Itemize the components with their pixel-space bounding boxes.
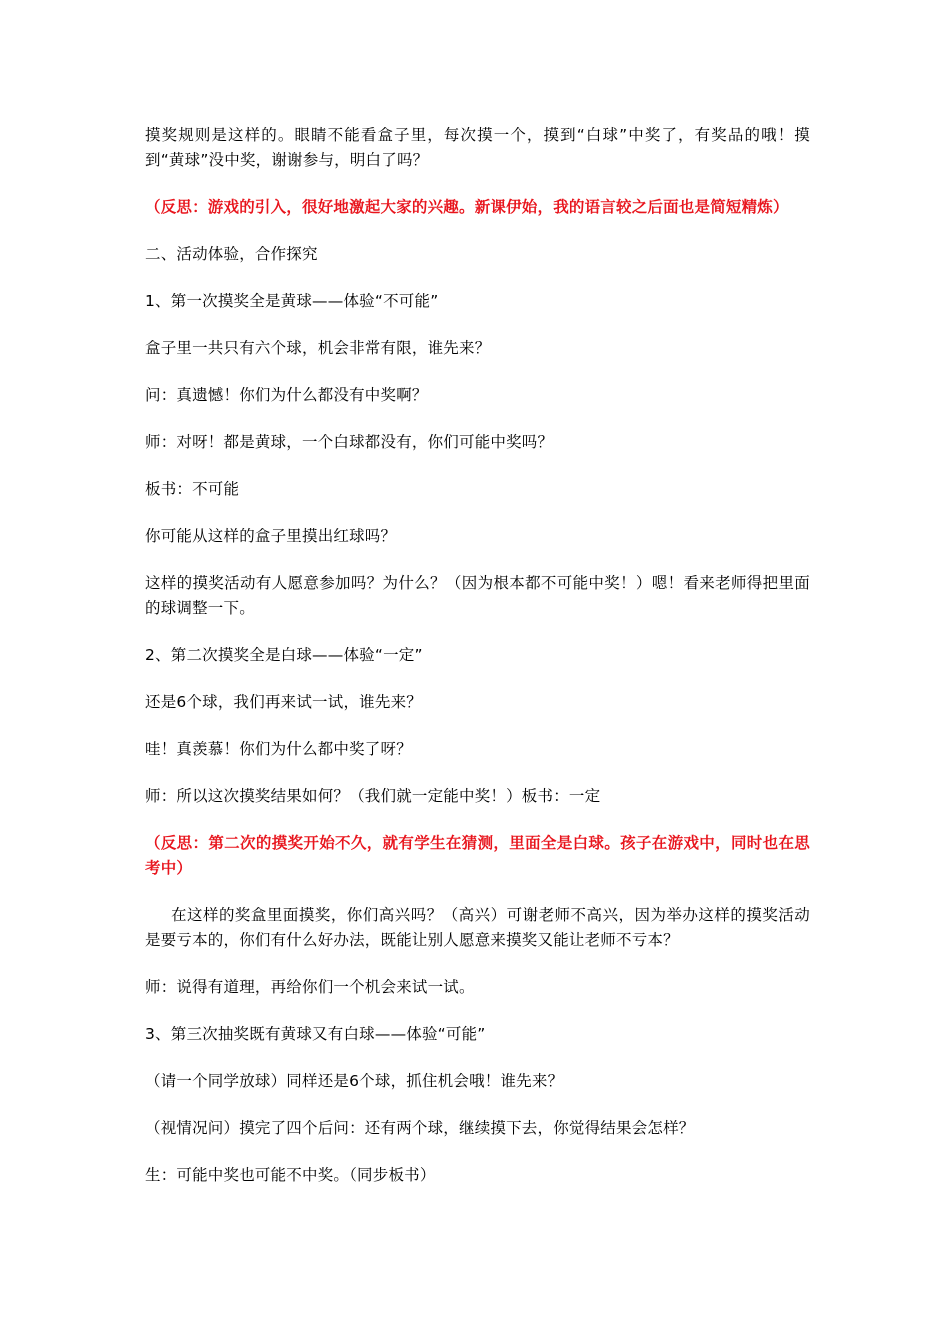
paragraph: 这样的摸奖活动有人愿意参加吗？为什么？（因为根本都不可能中奖！）嗯！看来老师得把里面的球调整一下。: [145, 574, 810, 617]
reflection-note: （反思：游戏的引入，很好地激起大家的兴趣。新课伊始，我的语言较之后面也是简短精炼）: [145, 198, 789, 216]
paragraph: （视情况问）摸完了四个后问：还有两个球，继续摸下去，你觉得结果会怎样？: [145, 1119, 695, 1137]
subsection-heading: 3、第三次抽奖既有黄球又有白球——体验“可能”: [145, 1025, 486, 1043]
paragraph: （请一个同学放球）同样还是6个球，抓住机会哦！谁先来？: [145, 1072, 564, 1090]
paragraph: 问：真遗憾！你们为什么都没有中奖啊？: [145, 386, 428, 404]
paragraph: 板书：不可能: [145, 480, 240, 498]
paragraph: 哇！真羡慕！你们为什么都中奖了呀？: [145, 740, 412, 758]
paragraph: 师：说得有道理，再给你们一个机会来试一试。: [145, 978, 475, 996]
paragraph-rules: 摸奖规则是这样的。眼睛不能看盒子里，每次摸一个，摸到“白球”中奖了，有奖品的哦！摸到“黄球”没中奖，谢谢参与，明白了吗？: [145, 126, 810, 169]
subsection-heading: 1、第一次摸奖全是黄球——体验“不可能”: [145, 292, 439, 310]
document-body: [145, 123, 810, 1210]
paragraph: 师：所以这次摸奖结果如何？（我们就一定能中奖！）板书：一定: [145, 787, 601, 805]
section-heading: 二、活动体验，合作探究: [145, 245, 318, 263]
paragraph: 你可能从这样的盒子里摸出红球吗？: [145, 527, 397, 545]
paragraph: 生：可能中奖也可能不中奖。（同步板书）: [145, 1166, 436, 1184]
paragraph: 盒子里一共只有六个球，机会非常有限，谁先来？: [145, 339, 491, 357]
paragraph: 师：对呀！都是黄球，一个白球都没有，你们可能中奖吗？: [145, 433, 554, 451]
paragraph-indented: 在这样的奖盒里面摸奖，你们高兴吗？（高兴）可谢老师不高兴，因为举办这样的摸奖活动是要亏本的，你们有什么好办法，既能让别人愿意来摸奖又能让老师不亏本？: [145, 906, 810, 949]
paragraph: 还是6个球，我们再来试一试，谁先来？: [145, 693, 422, 711]
reflection-note: （反思：第二次的摸奖开始不久，就有学生在猜测，里面全是白球。孩子在游戏中，同时也在思考中）: [145, 834, 810, 877]
subsection-heading: 2、第二次摸奖全是白球——体验“一定”: [145, 646, 423, 664]
